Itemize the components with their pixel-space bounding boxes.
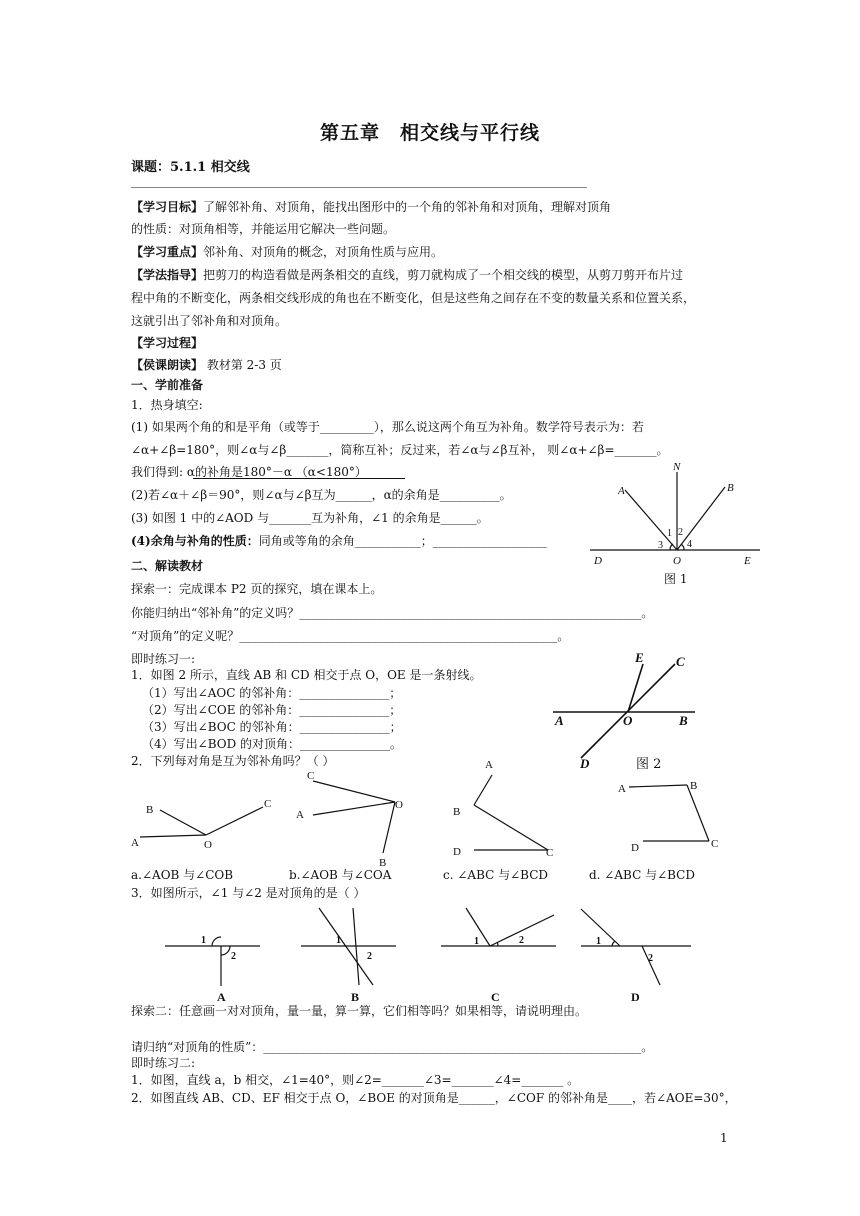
figure-option-b xyxy=(295,768,415,873)
label-a: A xyxy=(296,809,304,821)
label-c: C xyxy=(676,654,685,669)
goal-line-2: 的性质：对顶角相等，并能运用它解决一些问题。 xyxy=(131,222,396,236)
q1-underline xyxy=(193,478,405,479)
label-a: A xyxy=(618,485,625,497)
label-b: B xyxy=(351,990,360,1004)
practice-1-q1-1: （1）写出∠AOC 的邻补角：_______________； xyxy=(142,686,402,700)
label-b: B xyxy=(146,804,154,816)
label-a: A xyxy=(217,990,226,1004)
practice-1-q1: 1．如图 2 所示，直线 AB 和 CD 相交于点 O，OE 是一条射线。 xyxy=(131,668,482,682)
label-c: C xyxy=(491,990,500,1004)
angle-1: 1 xyxy=(201,935,206,946)
figure-2-caption: 图 2 xyxy=(636,757,662,772)
label-d: D xyxy=(631,842,639,854)
q1-line-2: ∠α+∠β=180°，则∠α与∠β_______，简称互补；反过来，若∠α与∠β互补， 则∠α+∠β=_______。 xyxy=(131,443,669,457)
label-c: C xyxy=(546,847,554,859)
method-line-1: 【学法指导】把剪刀的构造看做是两条相交的直线，剪刀就构成了一个相交线的模型，从剪刀剪开布片过 xyxy=(131,268,684,282)
figure-option-a xyxy=(130,785,280,860)
practice-2-q2: 2．如图直线 AB、CD、EF 相交于点 O，∠BOE 的对顶角是______，∠COF 的邻补角是____，若∠AOE=30°， xyxy=(131,1091,737,1105)
label-a: A xyxy=(618,783,626,795)
practice-1-q1-3: （3）写出∠BOC 的邻补角：_______________； xyxy=(142,720,402,734)
practice-1-q3: 3．如图所示，∠1 与∠2 是对顶角的是（ ） xyxy=(131,886,366,900)
figure-choice-c xyxy=(438,903,568,1003)
label-e: E xyxy=(744,555,751,567)
ray-oa xyxy=(625,490,677,550)
label-d: D xyxy=(580,756,590,771)
label-a: A xyxy=(485,759,493,771)
definition-vertical: “对顶角”的定义呢？_____________________________________________________。 xyxy=(131,629,570,643)
method-line-3: 这就引出了邻补角和对顶角。 xyxy=(131,314,288,328)
label-o: O xyxy=(673,555,681,567)
angle-4: 4 xyxy=(687,539,692,550)
page-title: 第五章 相交线与平行线 xyxy=(319,122,540,144)
option-c: c. ∠ABC 与∠BCD xyxy=(443,868,549,882)
q2-line: (2)若∠α＋∠β＝90°，则∠α与∠β互为______，α的余角是__________。 xyxy=(131,488,512,502)
angle-2: 2 xyxy=(231,951,236,962)
property-line: 请归纳“对顶角的性质”：_______________________________________________________________。 xyxy=(131,1040,654,1054)
practice-2-heading: 即时练习二: xyxy=(131,1056,196,1070)
angle-2: 2 xyxy=(648,953,653,964)
angle-1: 1 xyxy=(474,936,479,947)
goal-line-1: 【学习目标】了解邻补角、对顶角，能找出图形中的一个角的邻补角和对顶角，理解对顶角 xyxy=(131,200,612,214)
label-d: D xyxy=(453,846,461,858)
figure-choice-a xyxy=(160,903,270,1003)
figure-2 xyxy=(553,650,703,770)
q1-line-3: 我们得到: α的补角是180°－α （α<180°） xyxy=(131,465,367,479)
figure-option-d xyxy=(617,777,727,857)
practice-1-q2: 2．下列每对角是互为邻补角吗？（ ） xyxy=(131,754,335,768)
angle-2: 2 xyxy=(678,527,683,538)
label-a: A xyxy=(131,837,139,849)
practice-1-heading: 即时练习一: xyxy=(131,652,196,666)
label-e: E xyxy=(635,650,644,665)
angle-1: 1 xyxy=(596,936,601,947)
label-b: B xyxy=(453,806,461,818)
definition-adjacent: 你能归纳出“邻补角”的定义吗？_________________________________________________________。 xyxy=(131,606,654,620)
figure-choice-b xyxy=(296,903,406,1003)
label-c: C xyxy=(264,798,272,810)
figure-1-caption: 图 1 xyxy=(664,572,688,586)
process-heading: 【学习过程】 xyxy=(131,336,204,350)
angle-3: 3 xyxy=(658,540,663,551)
practice-1-q1-2: （2）写出∠COE 的邻补角：_______________； xyxy=(142,703,402,717)
option-d: d. ∠ABC 与∠BCD xyxy=(589,868,695,882)
label-c: C xyxy=(307,770,315,782)
warmup-heading: 1．热身填空: xyxy=(131,398,203,412)
ray-ob xyxy=(677,487,725,550)
method-line-2: 程中角的不断变化，两条相交线形成的角也在不断变化，但是这些角之间存在不变的数量关系和位置关系， xyxy=(131,291,696,305)
angle-2: 2 xyxy=(367,951,372,962)
preread-line: 【侯课朗读】 教材第 2-3 页 xyxy=(131,358,282,372)
angle-2: 2 xyxy=(519,935,524,946)
divider xyxy=(131,187,587,188)
practice-2-q1: 1．如图，直线 a，b 相交，∠1=40°，则∠2=_______∠3=_______∠4=_______ 。 xyxy=(131,1073,580,1087)
option-b: b.∠AOB 与∠COA xyxy=(289,868,392,882)
focus-line: 【学习重点】邻补角、对顶角的概念，对顶角性质与应用。 xyxy=(131,245,444,259)
option-a: a.∠AOB 与∠COB xyxy=(131,868,234,882)
angle-1: 1 xyxy=(667,528,672,539)
figure-option-c xyxy=(450,758,570,860)
q4-line: (4)余角与补角的性质：同角或等角的余角___________；___________________ xyxy=(131,534,547,548)
label-d: D xyxy=(594,555,602,567)
label-b: B xyxy=(379,857,387,869)
q3-line: (3) 如图 1 中的∠AOD 与_______互为补角，∠1 的余角是______。 xyxy=(131,511,489,525)
q1-line-1: (1) 如果两个角的和是平角（或等于_________），那么说这两个角互为补角。数学符号表示为：若 xyxy=(131,420,644,434)
figure-choice-d xyxy=(576,903,696,1003)
label-n: N xyxy=(673,461,681,473)
ray-oe xyxy=(628,664,643,712)
explore-1: 探索一：完成课本 P2 页的探究，填在课本上。 xyxy=(131,582,383,596)
label-b: B xyxy=(690,780,698,792)
page-number: 1 xyxy=(720,1131,728,1145)
angle-1: 1 xyxy=(336,935,341,946)
label-o: O xyxy=(204,839,212,851)
explore-2: 探索二：任意画一对对顶角，量一量，算一算，它们相等吗？如果相等，请说明理由。 xyxy=(131,1004,588,1018)
section-2-heading: 二、解读教材 xyxy=(131,559,204,573)
label-o: O xyxy=(623,713,633,728)
label-a: A xyxy=(555,713,564,728)
practice-1-q1-4: （4）写出∠BOD 的对顶角：_______________。 xyxy=(142,737,403,751)
label-b: B xyxy=(727,482,734,494)
section-1-heading: 一、学前准备 xyxy=(131,378,204,392)
label-b: B xyxy=(679,713,688,728)
angle-arc xyxy=(670,544,673,550)
angle-arc xyxy=(681,544,684,550)
label-c: C xyxy=(711,838,719,850)
lesson-title: 课题：5.1.1 相交线 xyxy=(131,160,250,175)
label-o: O xyxy=(395,799,403,811)
label-d: D xyxy=(631,990,640,1004)
